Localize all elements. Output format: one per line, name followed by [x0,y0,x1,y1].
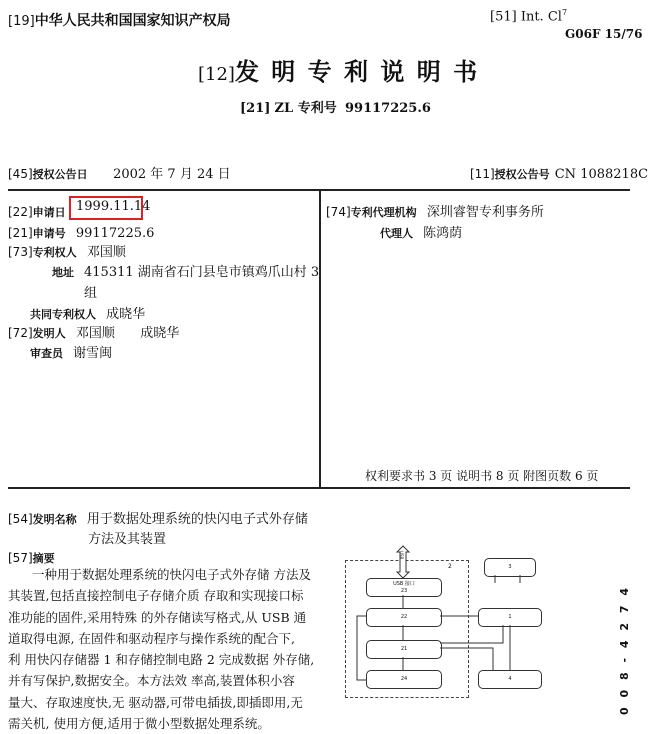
office-name [8,10,231,30]
app-date-value: 1999.11.14 [76,199,151,214]
doc-code: [12] [198,64,235,85]
box-24-id: 24 [400,676,408,682]
grant-pub-code: [11] [470,167,495,181]
int-cl-label: Int. Cl [520,9,562,25]
title-label: 发明名称 [32,513,77,526]
app-no-row [8,222,154,241]
examiner-value: 谢雪闽 [73,346,113,361]
address-label: 地址 [52,266,74,279]
grant-pub-label: 授权公告号 [494,168,550,181]
column-divider [319,189,321,487]
abstract-line: 其装置,包括直接控制电子存储介质 存取和实现接口标 [8,588,304,604]
owner-row [8,241,126,260]
abstract-label: 摘要 [32,552,55,565]
box-23-id: 23 [400,587,408,594]
abstract-line: 一种用于数据处理系统的快闪电子式外存储 方法及 [32,567,311,582]
agent-row [380,222,462,241]
co-owner-value: 成晓华 [106,307,146,322]
examiner-label: 审查员 [30,347,63,360]
app-date-label: 申请日 [32,206,66,219]
patent-no-code: [21] [240,101,271,116]
box-4-id: 4 [508,676,512,682]
grant-date-label: 授权公告日 [32,168,88,181]
patent-no-label: ZL 专利号 [274,101,337,116]
grant-date-code: [45] [8,167,33,181]
bottom-rule [8,487,630,489]
inventor-2: 成晓华 [140,326,180,341]
box-22-id: 22 [400,614,408,620]
box-1-id: 1 [508,614,512,620]
owner-code: [73] [8,245,33,259]
address-line2: 组 [84,286,98,301]
co-owner-row [30,303,145,322]
address-line1: 415311 湖南省石门县皂市镇鸡爪山村 3 [84,265,320,280]
co-owner-label: 共同专利权人 [30,308,96,321]
title-line2: 方法及其装置 [88,532,167,547]
agency-label: 专利代理机构 [350,206,417,219]
doc-type: 发 明 专 利 说 明 书 [234,57,480,86]
box-23-text: USB 接口 [393,580,415,587]
app-no-code: [21] [8,226,33,240]
agent-value: 陈鸿荫 [423,226,463,241]
owner-label: 专利权人 [32,246,77,259]
examiner-row [30,342,112,361]
abstract-line: 并有写保护,数据安全。本方法效 率高,装置体积小容 [8,673,295,689]
title-line1: 用于数据处理系统的快闪电子式外存储 [86,512,308,527]
inventor-1: 邓国顺 [75,326,115,341]
title-code: [54] [8,512,33,526]
app-no-label: 申请号 [32,227,66,240]
grant-date-value: 2002 年 7 月 24 日 [113,167,231,182]
office-name-text: 中华人民共和国国家知识产权局 [34,13,231,29]
app-date-code: [22] [8,205,33,219]
owner-value: 邓国顺 [86,245,126,260]
inventor-label: 发明人 [32,327,66,340]
inventor-code: [72] [8,326,33,340]
invention-title-row [8,508,308,527]
abstract-line: 需关机, 使用方便,适用于微小型数据处理系统。 [8,716,270,732]
office-code: [19] [8,14,35,29]
grant-pub [470,163,648,182]
abstract-line: 道取得电源, 在固件和驱动程序与操作系统的配合下, [8,630,295,646]
grant-date [8,163,231,182]
grant-pub-value: CN 1088218C [554,167,648,182]
doc-title [198,52,479,87]
page-counts: 权利要求书 3 页 说明书 8 页 附图页数 6 页 [365,469,599,483]
int-cl-code: [51] [490,9,517,25]
diagram-connectors [340,550,550,700]
int-cl-value: G06F 15/76 [565,27,643,41]
int-cl [490,8,567,24]
group-label: 2 [448,563,452,570]
agency-code: [74] [326,205,351,219]
abstract-line: 准功能的固件,采用特殊 的外存储读写格式,从 USB 通 [8,609,307,625]
app-date-row [8,201,66,220]
abstract-code: [57] [8,551,33,565]
agency-row [326,201,544,220]
box-3-id: 3 [508,564,512,570]
app-no-value: 99117225.6 [75,226,155,241]
agent-label: 代理人 [380,227,413,240]
usb-arrow-label: USB [399,551,404,560]
abstract-line: 利 用快闪存储器 1 和存储控制电路 2 完成数据 外存储, [8,652,315,668]
side-document-number: 0 0 8 - 4 2 7 4 [618,585,631,715]
int-cl-sup: 7 [561,8,568,17]
agency-value: 深圳睿智专利事务所 [426,205,544,220]
patent-number [240,97,431,116]
abstract-body [8,564,326,734]
patent-no-value: 99117225.6 [344,101,431,116]
box-21-id: 21 [400,646,408,652]
inventor-row [8,322,179,341]
abstract-line: 量大、存取速度快,无 驱动器,可带电插拔,即插即用,无 [8,694,303,710]
